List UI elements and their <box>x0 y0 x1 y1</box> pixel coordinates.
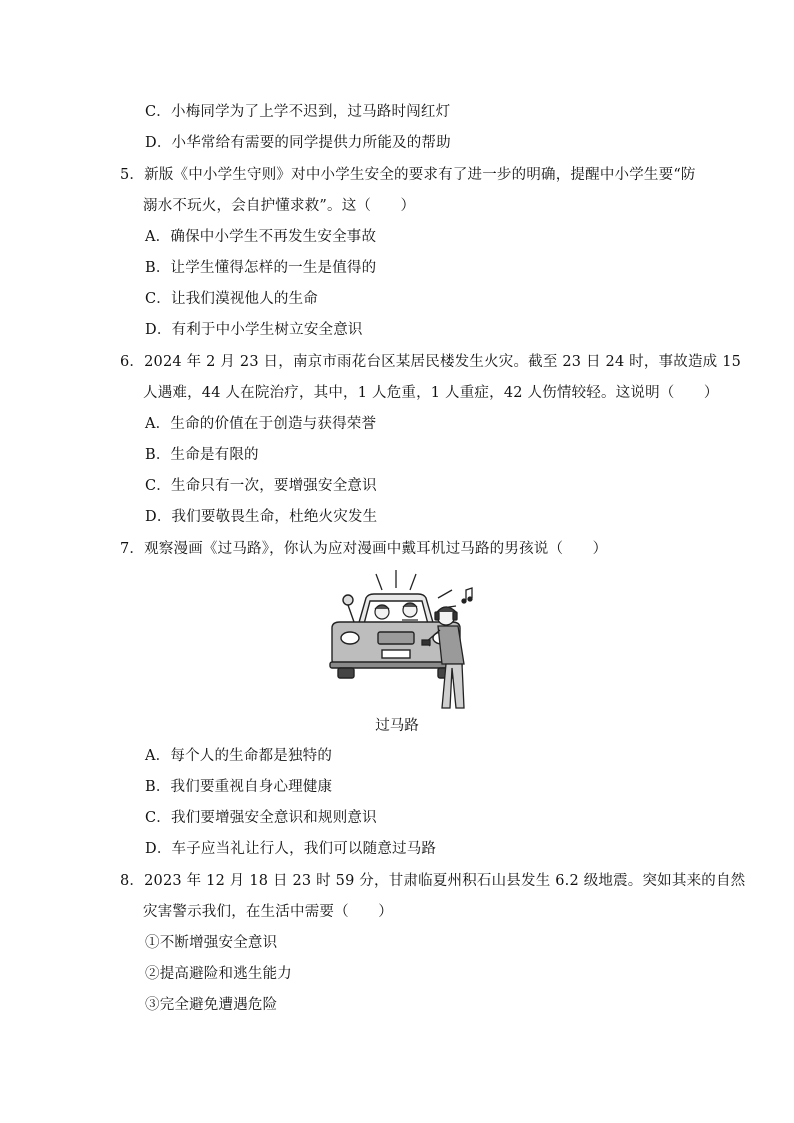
q6-stem-line2: 人遇难，44 人在院治疗，其中，1 人危重，1 人重症，42 人伤情较轻。这说明（ ） <box>143 385 719 401</box>
q5-stem-line2: 溺水不玩火，会自护懂求救”。这（ ） <box>143 198 416 214</box>
crossing-road-cartoon <box>318 564 486 710</box>
q6-option-c: C．生命只有一次，要增强安全意识 <box>145 478 377 494</box>
q5-option-a: A．确保中小学生不再发生安全事故 <box>145 229 377 245</box>
q7-option-b: B．我们要重视自身心理健康 <box>145 779 333 795</box>
q5-option-b: B．让学生懂得怎样的一生是值得的 <box>145 260 377 276</box>
q7-option-c: C．我们要增强安全意识和规则意识 <box>145 810 377 826</box>
figure-caption: 过马路 <box>375 718 419 734</box>
q4-option-d: D．小华常给有需要的同学提供力所能及的帮助 <box>145 135 451 151</box>
q5-option-c: C．让我们漠视他人的生命 <box>145 291 318 307</box>
q6-option-d: D．我们要敬畏生命，杜绝火灾发生 <box>145 509 378 525</box>
q6-option-b: B．生命是有限的 <box>145 447 259 463</box>
q8-item-3: ③完全避免遭遇危险 <box>145 997 278 1013</box>
q5-option-d: D．有利于中小学生树立安全意识 <box>145 322 363 338</box>
q8-item-1: ①不断增强安全意识 <box>145 935 278 951</box>
q4-option-c: C．小梅同学为了上学不迟到，过马路时闯红灯 <box>145 104 451 120</box>
q6-option-a: A．生命的价值在于创造与获得荣誉 <box>145 416 377 432</box>
q7-stem: 7．观察漫画《过马路》，你认为应对漫画中戴耳机过马路的男孩说（ ） <box>120 541 608 557</box>
q6-stem-line1: 6．2024 年 2 月 23 日，南京市雨花台区某居民楼发生火灾。截至 23 日 24 时，事故造成 15 <box>120 354 742 370</box>
q8-stem-line2: 灾害警示我们，在生活中需要（ ） <box>143 904 393 920</box>
q7-option-a: A．每个人的生命都是独特的 <box>145 748 333 764</box>
q5-stem-line1: 5．新版《中小学生守则》对中小学生安全的要求有了进一步的明确，提醒中小学生要“防 <box>120 167 696 183</box>
q8-item-2: ②提高避险和逃生能力 <box>145 966 292 982</box>
q7-option-d: D．车子应当礼让行人，我们可以随意过马路 <box>145 841 437 857</box>
q8-stem-line1: 8．2023 年 12 月 18 日 23 时 59 分，甘肃临夏州积石山县发生 6.2 级地震。突如其来的自然 <box>120 873 746 889</box>
